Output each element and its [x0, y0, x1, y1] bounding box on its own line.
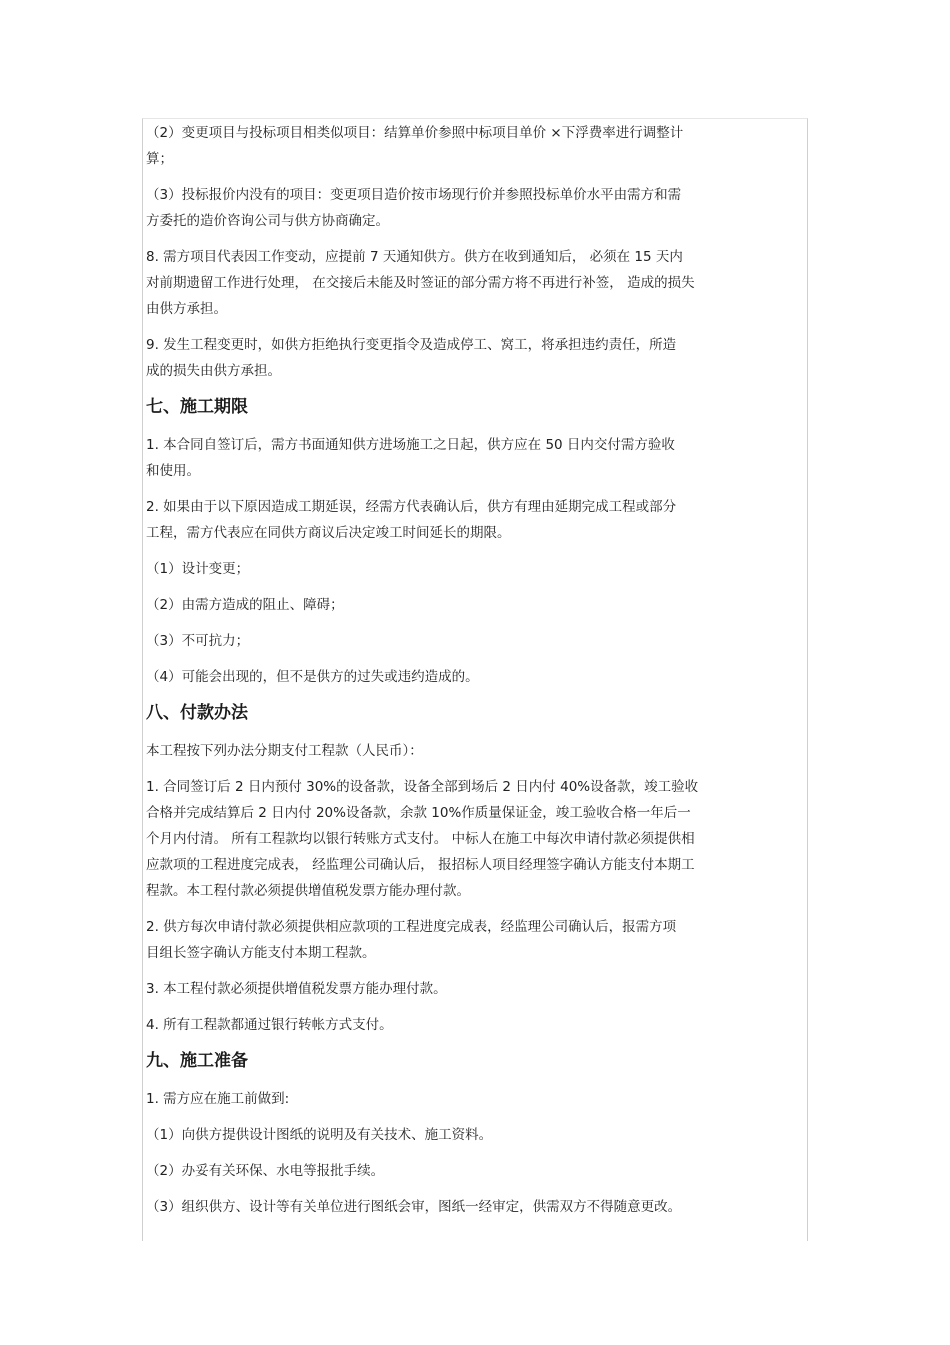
clause-9-engineering-change: 9. 发生工程变更时，如供方拒绝执行变更指令及造成停工、窝工，将承担违约责任，所造 成的损失由供方承担。	[146, 337, 677, 379]
clause-8-4-bank-transfer: 4. 所有工程款都通过银行转帐方式支付。	[146, 1017, 393, 1033]
document-body	[146, 120, 801, 1230]
list-item: （4）可能会出现的，但不是供方的过失或违约造成的。	[146, 669, 479, 685]
clause-7-1-delivery-deadline: 1. 本合同自签订后，需方书面通知供方进场施工之日起，供方应在 50 日内交付需方验收 和使用。	[146, 437, 675, 479]
section-heading-construction-period: 七、施工期限	[146, 397, 248, 417]
section-heading-construction-preparation: 九、施工准备	[146, 1051, 248, 1071]
list-item: （1）设计变更；	[146, 561, 250, 577]
list-item: （3）组织供方、设计等有关单位进行图纸会审，图纸一经审定，供需双方不得随意更改。	[146, 1199, 682, 1215]
clause-8-2-payment-request: 2. 供方每次申请付款必须提供相应款项的工程进度完成表，经监理公司确认后，报需方项 目组长签字确认方能支付本期工程款。	[146, 919, 677, 961]
clause-9-1-buyer-duties: 1. 需方应在施工前做到:	[146, 1091, 290, 1107]
clause-8-1-payment-schedule: 1. 合同签订后 2 日内预付 30%的设备款，设备全部到场后 2 日内付 40%设备款，竣工验收 合格并完成结算后 2 日内付 20%设备款，余款 10%作质量保证金，竣工验收合格一年后一 个月内付清。 所有工程款均以银行转账方式支付。 中标人在施工中每次申请付款必须提供相 应款项的工程进度完成表， 经监理公司确认后， 报招标人项目经理签字确认方能支付本期工 程款。本工程付款必须提供增值税发票方能办理付款。	[146, 779, 699, 899]
list-item: （2）由需方造成的阻止、障碍；	[146, 597, 344, 613]
paragraph-change-similar-items: （2）变更项目与投标项目相类似项目：结算单价参照中标项目单价 ×下浮费率进行调整计 算；	[146, 125, 684, 167]
clause-8-3-vat-invoice: 3. 本工程付款必须提供增值税发票方能办理付款。	[146, 981, 447, 997]
clause-8-representative-change: 8. 需方项目代表因工作变动，应提前 7 天通知供方。供方在收到通知后， 必须在 15 天内 对前期遗留工作进行处理， 在交接后未能及时签证的部分需方将不再进行补签， 造成的损失 由供方承担。	[146, 249, 695, 317]
list-item: （1）向供方提供设计图纸的说明及有关技术、施工资料。	[146, 1127, 493, 1143]
clause-7-2-delay-reasons: 2. 如果由于以下原因造成工期延误，经需方代表确认后，供方有理由延期完成工程或部分 工程，需方代表应在同供方商议后决定竣工时间延长的期限。	[146, 499, 677, 541]
list-item: （2）办妥有关环保、水电等报批手续。	[146, 1163, 385, 1179]
list-item: （3）不可抗力；	[146, 633, 250, 649]
section-heading-payment-method: 八、付款办法	[146, 703, 248, 723]
payment-intro: 本工程按下列办法分期支付工程款（人民币）：	[146, 743, 423, 759]
paragraph-change-unpriced-items: （3）投标报价内没有的项目：变更项目造价按市场现行价并参照投标单价水平由需方和需 方委托的造价咨询公司与供方协商确定。	[146, 187, 682, 229]
